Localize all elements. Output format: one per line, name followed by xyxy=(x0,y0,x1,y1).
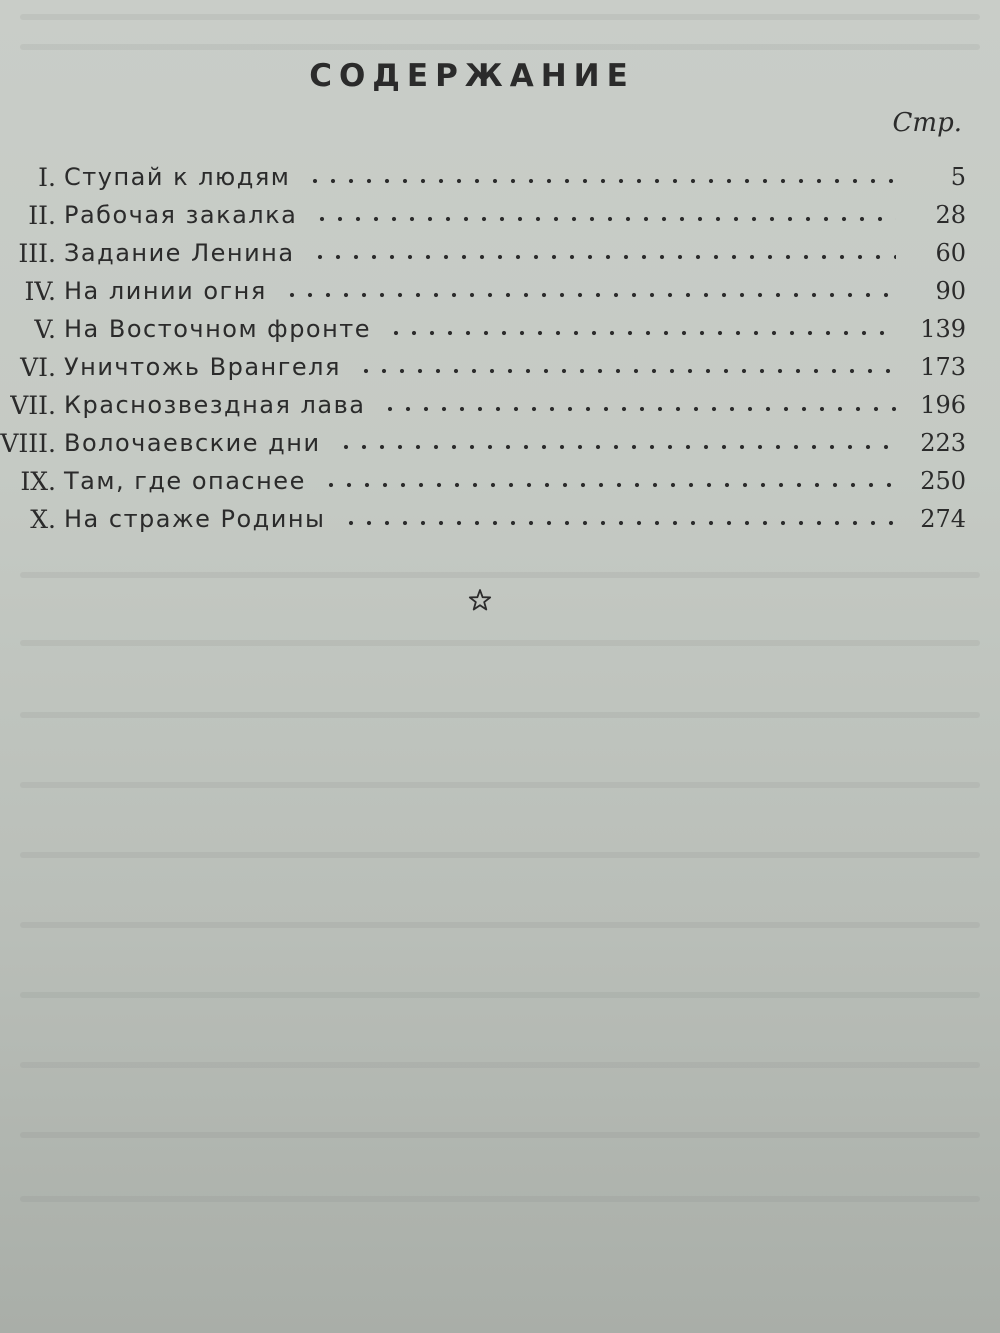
bleed-through-line xyxy=(20,1062,980,1068)
entry-title: Там, где опаснее xyxy=(64,467,306,495)
entry-number: IX. xyxy=(20,466,56,496)
toc-entry[interactable] xyxy=(0,500,1000,538)
dot-leader xyxy=(311,252,896,262)
toc-entry[interactable] xyxy=(0,386,1000,424)
toc-entry[interactable] xyxy=(0,196,1000,234)
toc-entry[interactable] xyxy=(0,234,1000,272)
entry-title: На Восточном фронте xyxy=(64,315,372,343)
entry-page: 28 xyxy=(935,201,966,229)
entry-page: 5 xyxy=(950,163,966,191)
entry-page: 90 xyxy=(935,277,966,305)
entry-page: 173 xyxy=(920,353,966,381)
entry-number: V. xyxy=(34,314,56,344)
dot-leader xyxy=(381,404,896,414)
entry-number: I. xyxy=(38,162,56,192)
entry-title: Рабочая закалка xyxy=(64,201,298,229)
entry-number: VIII. xyxy=(0,428,56,458)
page-column-header: Стр. xyxy=(892,108,962,138)
dot-leader xyxy=(283,290,896,300)
table-of-contents xyxy=(0,158,1000,538)
bleed-through-line xyxy=(20,922,980,928)
dot-leader xyxy=(387,328,896,338)
entry-number: IV. xyxy=(24,276,56,306)
bleed-through-line xyxy=(20,572,980,578)
bleed-through-line xyxy=(20,1196,980,1202)
entry-number: II. xyxy=(28,200,56,230)
toc-entry[interactable] xyxy=(0,348,1000,386)
toc-entry[interactable] xyxy=(0,424,1000,462)
entry-title: Краснозвездная лава xyxy=(64,391,366,419)
dot-leader xyxy=(342,518,896,528)
entry-page: 196 xyxy=(920,391,966,419)
entry-title: Задание Ленина xyxy=(64,239,295,267)
bleed-through-line xyxy=(20,852,980,858)
entry-title: Ступай к людям xyxy=(64,163,291,191)
entry-title: На линии огня xyxy=(64,277,267,305)
entry-number: VI. xyxy=(20,352,56,382)
toc-entry[interactable] xyxy=(0,272,1000,310)
bleed-through-line xyxy=(20,14,980,20)
dot-leader xyxy=(337,442,896,452)
dot-leader xyxy=(313,214,896,224)
bleed-through-line xyxy=(20,712,980,718)
entry-page: 139 xyxy=(920,315,966,343)
dot-leader xyxy=(322,480,896,490)
bleed-through-line xyxy=(20,1132,980,1138)
dot-leader xyxy=(306,176,896,186)
toc-entry[interactable] xyxy=(0,462,1000,500)
dot-leader xyxy=(357,366,896,376)
entry-page: 60 xyxy=(935,239,966,267)
toc-entry[interactable] xyxy=(0,310,1000,348)
entry-title: На страже Родины xyxy=(64,505,326,533)
contents-title: СОДЕРЖАНИЕ xyxy=(309,58,635,94)
bleed-through-line xyxy=(20,992,980,998)
entry-page: 274 xyxy=(920,505,966,533)
entry-number: X. xyxy=(30,504,56,534)
bleed-through-line xyxy=(20,782,980,788)
entry-title: Уничтожь Врангеля xyxy=(64,353,341,381)
entry-page: 223 xyxy=(920,429,966,457)
entry-title: Волочаевские дни xyxy=(64,429,321,457)
entry-number: III. xyxy=(18,238,56,268)
bleed-through-line xyxy=(20,44,980,50)
star-icon xyxy=(468,588,492,612)
toc-entry[interactable] xyxy=(0,158,1000,196)
entry-page: 250 xyxy=(920,467,966,495)
entry-number: VII. xyxy=(10,390,56,420)
bleed-through-line xyxy=(20,640,980,646)
